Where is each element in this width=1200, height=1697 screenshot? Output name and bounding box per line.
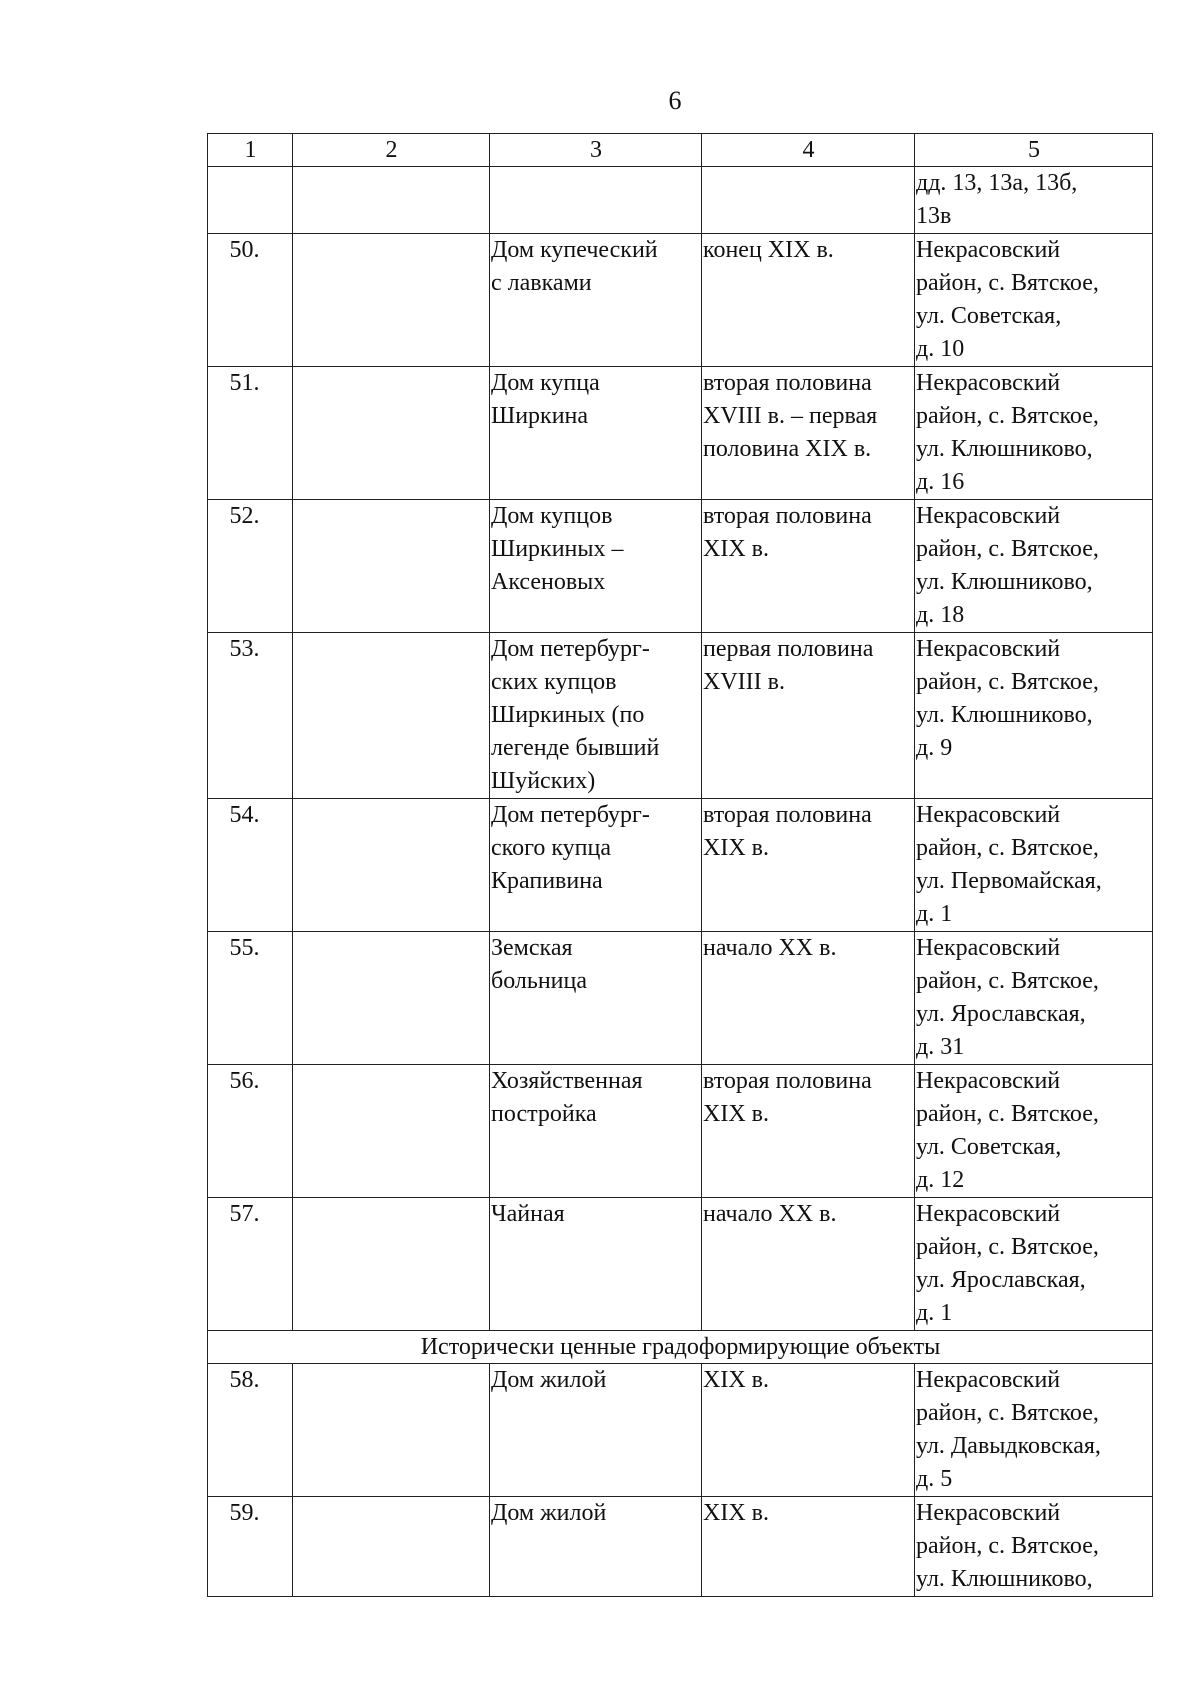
object-address-cell: дд. 13, 13а, 13б, 13в [915,167,1153,234]
table-row [208,367,1153,500]
table-row [208,234,1153,367]
column-2-cell [293,799,490,932]
heritage-objects-table [207,133,1153,1597]
object-number-cell: 50. [208,234,293,367]
object-date-cell: конец XIX в. [702,234,915,367]
object-address-cell: Некрасовский район, с. Вятское, ул. Ярославская, д. 31 [915,932,1153,1065]
header-col-5: 5 [915,134,1153,167]
object-number-cell: 54. [208,799,293,932]
table-row [208,932,1153,1065]
section-title: Исторически ценные градоформирующие объекты [208,1331,1153,1364]
table-row [208,1497,1153,1597]
object-name-cell: Дом купца Ширкина [490,367,702,500]
table-row [208,167,1153,234]
object-date-cell: вторая половина XVIII в. – первая половина XIX в. [702,367,915,500]
object-date-cell [702,167,915,234]
header-col-4: 4 [702,134,915,167]
object-number-cell: 56. [208,1065,293,1198]
object-number-cell: 52. [208,500,293,633]
object-address-cell: Некрасовский район, с. Вятское, ул. Советская, д. 12 [915,1065,1153,1198]
column-2-cell [293,1065,490,1198]
object-name-cell: Дом жилой [490,1497,702,1597]
object-address-cell: Некрасовский район, с. Вятское, ул. Ярославская, д. 1 [915,1198,1153,1331]
object-date-cell: начало XX в. [702,1198,915,1331]
section-row [208,1331,1153,1364]
table-row [208,633,1153,799]
object-date-cell: вторая половина XIX в. [702,500,915,633]
object-name-cell: Земская больница [490,932,702,1065]
object-number-cell [208,167,293,234]
column-2-cell [293,1364,490,1497]
header-col-1: 1 [208,134,293,167]
object-name-cell: Чайная [490,1198,702,1331]
object-number-cell: 55. [208,932,293,1065]
table-body [208,167,1153,1597]
table-row [208,500,1153,633]
column-2-cell [293,1198,490,1331]
object-date-cell: вторая половина XIX в. [702,1065,915,1198]
object-address-cell: Некрасовский район, с. Вятское, ул. Клюшниково, д. 18 [915,500,1153,633]
object-number-cell: 53. [208,633,293,799]
table-row [208,1065,1153,1198]
object-name-cell [490,167,702,234]
header-row [208,134,1153,167]
table-row [208,799,1153,932]
object-address-cell: Некрасовский район, с. Вятское, ул. Клюшниково, д. 16 [915,367,1153,500]
object-name-cell: Дом петербург- ских купцов Ширкиных (по легенде бывший Шуйских) [490,633,702,799]
object-name-cell: Дом купцов Ширкиных – Аксеновых [490,500,702,633]
object-address-cell: Некрасовский район, с. Вятское, ул. Советская, д. 10 [915,234,1153,367]
object-date-cell: начало XX в. [702,932,915,1065]
object-address-cell: Некрасовский район, с. Вятское, ул. Клюшниково, [915,1497,1153,1597]
object-name-cell: Дом купеческий с лавками [490,234,702,367]
object-name-cell: Дом петербург- ского купца Крапивина [490,799,702,932]
page-number: 6 [668,86,682,115]
object-date-cell: XIX в. [702,1364,915,1497]
column-2-cell [293,167,490,234]
object-number-cell: 58. [208,1364,293,1497]
object-name-cell: Дом жилой [490,1364,702,1497]
column-2-cell [293,633,490,799]
object-address-cell: Некрасовский район, с. Вятское, ул. Давыдковская, д. 5 [915,1364,1153,1497]
column-2-cell [293,1497,490,1597]
column-2-cell [293,367,490,500]
object-number-cell: 57. [208,1198,293,1331]
table-row [208,1364,1153,1497]
column-2-cell [293,932,490,1065]
table-header [208,134,1153,167]
object-number-cell: 59. [208,1497,293,1597]
object-name-cell: Хозяйственная постройка [490,1065,702,1198]
column-2-cell [293,500,490,633]
object-date-cell: вторая половина XIX в. [702,799,915,932]
header-col-2: 2 [293,134,490,167]
object-address-cell: Некрасовский район, с. Вятское, ул. Клюшниково, д. 9 [915,633,1153,799]
object-date-cell: XIX в. [702,1497,915,1597]
header-col-3: 3 [490,134,702,167]
object-date-cell: первая половина XVIII в. [702,633,915,799]
column-2-cell [293,234,490,367]
object-address-cell: Некрасовский район, с. Вятское, ул. Первомайская, д. 1 [915,799,1153,932]
table-row [208,1198,1153,1331]
object-number-cell: 51. [208,367,293,500]
